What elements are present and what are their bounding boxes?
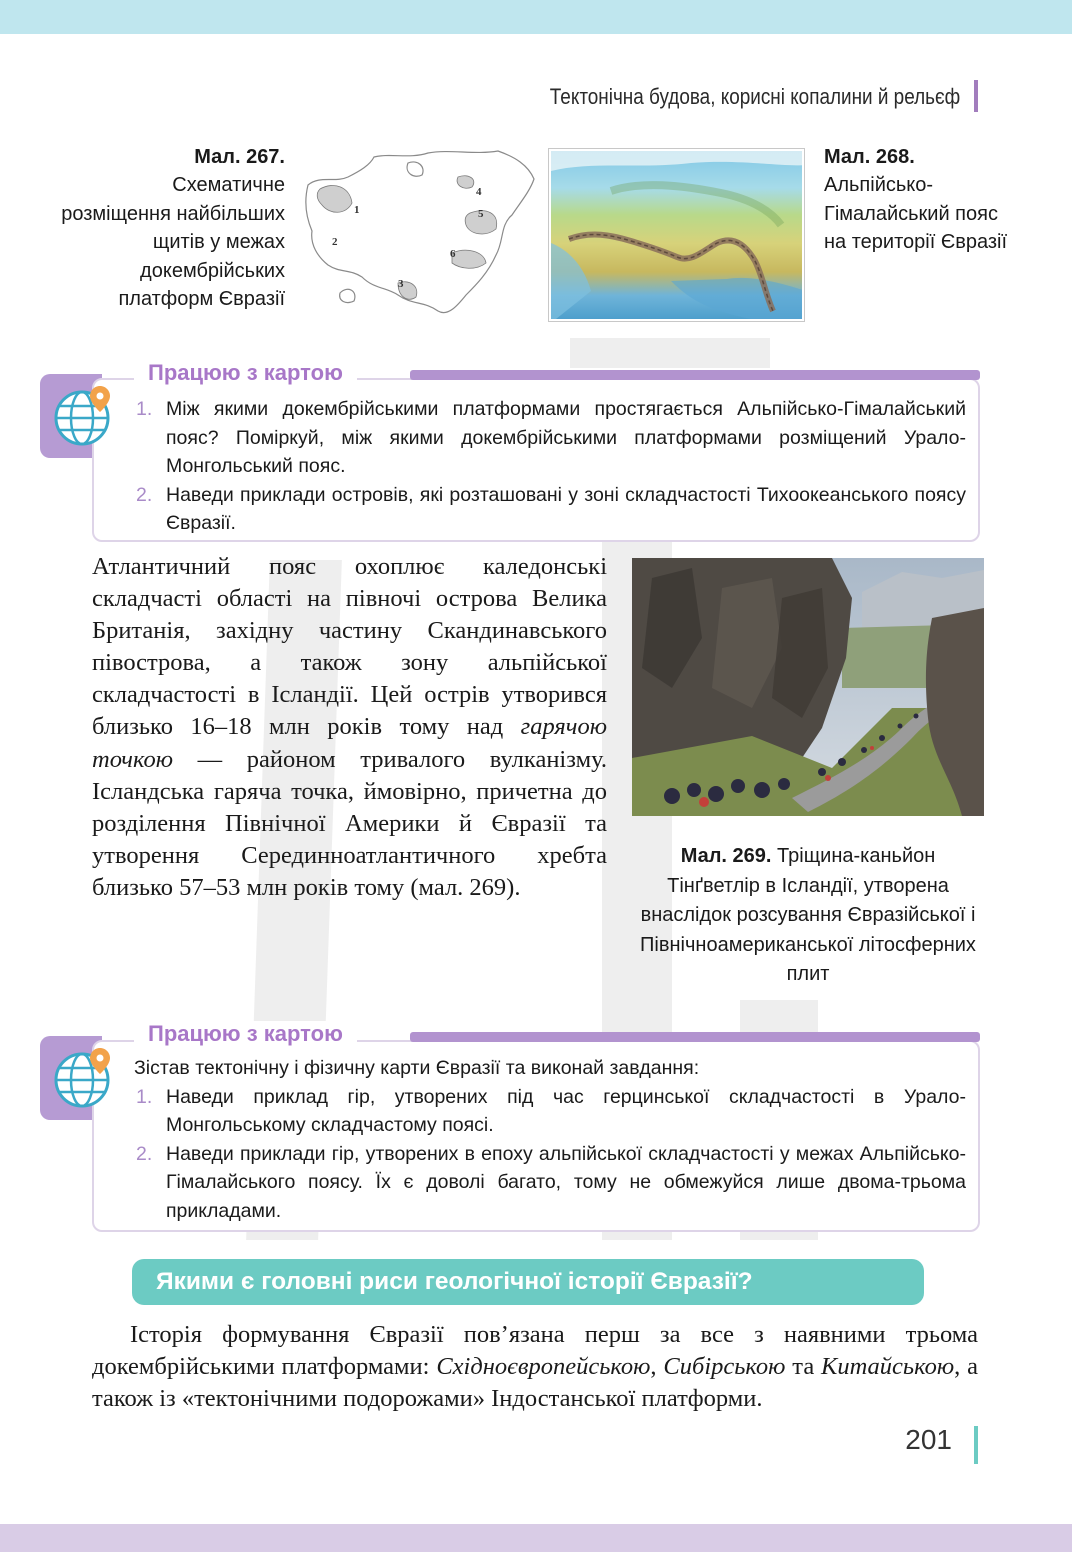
- map-task-2-item: [134, 1140, 966, 1226]
- watermark-shape: [570, 338, 770, 368]
- map-task-1-item: [134, 395, 966, 481]
- term-siberian-platform: Сибірською: [663, 1353, 786, 1381]
- task-title-rule: [410, 1032, 980, 1042]
- bottom-color-band: [0, 1524, 1072, 1552]
- geological-history-paragraph: [92, 1319, 978, 1416]
- page-number: 201: [905, 1424, 952, 1455]
- map-task-2-title: Працюю з картою: [134, 1021, 357, 1047]
- shield-marker-3: 3: [398, 278, 404, 290]
- shield-marker-2: 2: [332, 236, 338, 248]
- globe-icon: [50, 1044, 118, 1112]
- task-item-number: 1.: [136, 1085, 153, 1108]
- task-title-rule: [410, 370, 980, 380]
- page-number-accent-bar: [974, 1426, 978, 1464]
- term-east-european-platform: Східноєвропейською: [436, 1353, 651, 1381]
- header-accent-bar: [974, 80, 978, 112]
- atlantic-belt-paragraph: [92, 551, 607, 904]
- shield-marker-1: 1: [354, 204, 360, 216]
- term-chinese-platform: Китайською: [821, 1353, 955, 1381]
- top-color-band: [0, 0, 1072, 34]
- figure-268-caption-text: Альпійсько-Гімалайський пояс на території Євразії: [824, 174, 1008, 254]
- figure-269-caption: [632, 842, 984, 990]
- figure-267-shields-map: [300, 145, 538, 325]
- map-task-2-list: [134, 1054, 966, 1225]
- task-item-text: Наведи приклади островів, які розташовані у зоні складчастості Тихоокеанського поясу Євразії.: [166, 483, 966, 534]
- paragraph-text: ,: [650, 1353, 664, 1381]
- paragraph-text: Історія формування Євразії пов’язана перш за все з наявними трьома докембрійськими платформами:: [92, 1321, 978, 1381]
- paragraph-text: , а також із «тектонічними подорожами» Індостанської платформи.: [92, 1353, 978, 1413]
- figure-269-caption-text: Тріщина-каньйон Тінґветлір в Ісландії, утворена внаслідок розсування Євразійської і Північноамериканської літосферних плит: [640, 845, 976, 985]
- task-item-text: Наведи приклад гір, утворених під час герцинської складчастості в Урало-Монгольському складчастому поясі.: [166, 1085, 966, 1136]
- task-item-text: Наведи приклади гір, утворених в епоху альпійської складчастості у межах Альпійсько-Гімалайського поясу. Їх є доволі багато, тому не обмежуйся лише двома-трьома прикладами.: [166, 1142, 966, 1222]
- map-task-1-item: [134, 481, 966, 538]
- figure-267-label: Мал. 267.: [194, 146, 285, 168]
- task-item-number: 2.: [136, 1142, 153, 1165]
- map-task-1-list: [134, 395, 966, 538]
- paragraph-text: — районом тривалого вулканізму. Ісландська гаряча точка, ймовірно, причетна до розділення Північної Америки й Євразії та утворення Серединноатлантичного хребта близько 57–53 млн років тому (мал. 269).: [92, 745, 607, 901]
- paragraph-text: Атлантичний пояс охоплює каледонські складчасті області на півночі острова Велика Британія, західну частину Скандинавського півострова, а також зону альпійської складчастості в Ісландії. Цей острів утворився близько 16–18 млн років тому над: [92, 553, 607, 741]
- map-task-2-intro: Зістав тектонічну і фізичну карти Євразії та виконай завдання:: [134, 1057, 700, 1079]
- task-item-number: 2.: [136, 483, 153, 506]
- running-header: Тектонічна будова, корисні копалини й рельєф: [549, 84, 960, 109]
- section-heading: Якими є головні риси геологічної історії Євразії?: [132, 1259, 924, 1305]
- shield-marker-4: 4: [476, 186, 482, 198]
- figure-268-label: Мал. 268.: [824, 146, 915, 168]
- paragraph-text: та: [785, 1353, 822, 1381]
- figure-268-belt-map: [549, 149, 804, 321]
- shield-marker-6: 6: [450, 248, 456, 260]
- term-hot-spot: гарячою точкою: [92, 713, 607, 773]
- figure-269-label: Мал. 269.: [680, 845, 772, 867]
- map-task-1-title: Працюю з картою: [134, 360, 357, 386]
- figure-268-caption: [824, 143, 1024, 257]
- figure-267-caption-text: Схематичне розміщення найбільших щитів у межах докембрійських платформ Євразії: [61, 174, 285, 311]
- map-task-2-item: [134, 1083, 966, 1140]
- figure-267-caption: [60, 143, 285, 313]
- globe-icon: [50, 382, 118, 450]
- shield-marker-5: 5: [478, 208, 484, 220]
- task-item-number: 1.: [136, 398, 153, 420]
- figure-269-photo: [632, 558, 984, 816]
- task-item-text: Між якими докембрійськими платформами простягається Альпійсько-Гімалайський пояс? Поміркуй, між якими докембрійськими платформами розміщений Урало-Монгольський пояс.: [166, 398, 966, 477]
